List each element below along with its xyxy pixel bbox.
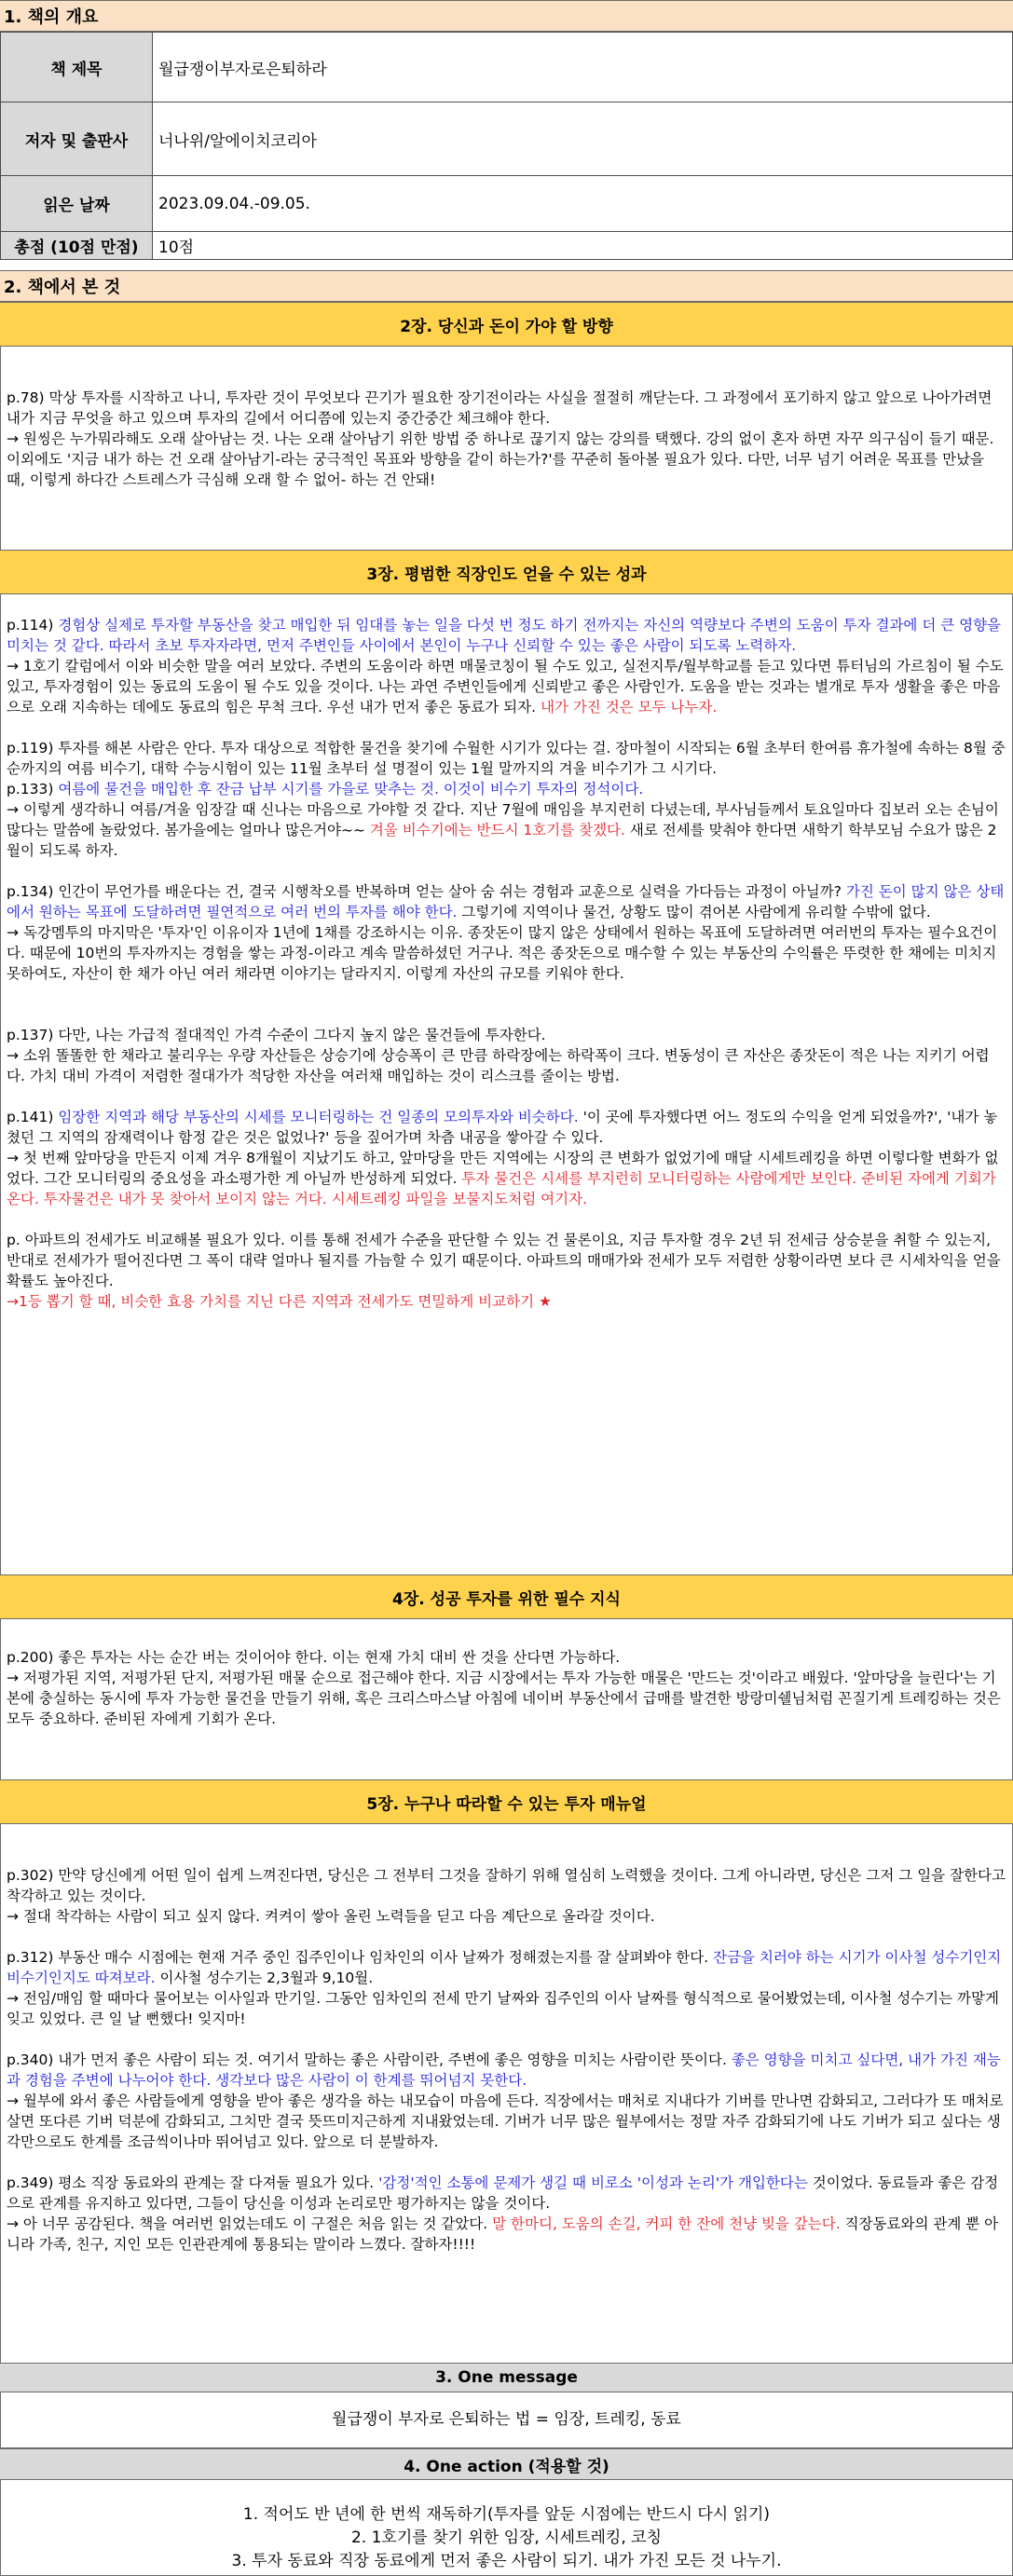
list-item: 2. 1호기를 찾기 위한 임장, 시세트레킹, 코칭 (350, 2528, 663, 2547)
table-row (1, 176, 1013, 232)
row-value: 2023.09.04.-09.05. (153, 176, 1013, 232)
reflection-p340: → 월부에 와서 좋은 사람들에게 영향을 받아 좋은 생각을 하는 내모습이 마음에 든다. 직장에서는 매처로 지내다가 기버를 만나면 감화되고, 그러다가 또 매처로 살면 또다른 기버 덕분에 감화되고, 그치만 결국 뜻뜨미지근하게 지내왔었는데. 기버가 너무 많은 월부에서는 정말 자주 감화되기에 나도 기버가 되고 싶다는 생각만으로도 한계를 조금씩이나마 뛰어넘고 있다. 앞으로 더 분발하자. (7, 2092, 1004, 2150)
section-header-overview (0, 0, 1013, 32)
list-item: 1. 적어도 반 년에 한 번씩 재독하기(투자를 앞둔 시점에는 반드시 다시 읽기) (242, 2505, 771, 2524)
reflection-text: → 저평가된 지역, 저평가된 단지, 저평가된 매물 순으로 접근해야 한다. 지금 시장에서는 투자 가능한 매물은 '만드는 것'이라고 배웠다. '앞마당을 늘린다'는 기본에 충실하는 동시에 투자 가능한 물건을 만들기 위해, 혹은 크리스마스날 아침에 네이버 부동산에서 급매를 발견한 방랑미쉘님처럼 꼰질기게 트레킹하는 것은 모두 중요하다. 준비된 자에게 기회가 온다. (7, 1670, 1001, 1727)
message-text: 월급쟁이 부자로 은퇴하는 법 = 임장, 트레킹, 동료 (332, 2410, 681, 2429)
table-row (1, 102, 1013, 176)
reflection-p141: → 첫 번째 앞마당을 만든지 이제 겨우 8개월이 지났기도 하고, 앞마당을 만든 지역에는 시장의 큰 변화가 없었기에 매달 시세트레킹을 하면 이렇다할 변화가 없었다. 그간 모니터링의 중요성을 과소평가한 게 아닐까 반성하게 되었다. 투자 물건은 시세를 부지런히 모니터링하는 사람에게만 보인다. 준비된 자에게 기회가 온다. 투자물건은 내가 못 찾아서 보이지 않는 거다. 시세트레킹 파일을 보물지도처럼 여기자. (7, 1150, 999, 1207)
note-p133: p.133) 여름에 물건을 매입한 후 잔금 납부 시기를 가을로 맞추는 것. 이것이 비수기 투자의 정석이다. (7, 781, 644, 797)
row-value: 10점 (153, 232, 1013, 260)
row-label: 저자 및 출판사 (1, 102, 153, 176)
chapter-title: 5장. 누구나 따라할 수 있는 투자 매뉴얼 (366, 1794, 647, 1814)
list-item: 3. 투자 동료와 직장 동료에게 먼저 좋은 사람이 되기. 내가 가진 모든 것 나누기. (231, 2552, 782, 2570)
note-p141: p.141) 임장한 지역과 해당 부동산의 시세를 모니터링하는 건 일종의 모의투자와 비슷하다. '이 곳에 투자했다면 어느 정도의 수익을 얻게 되었을까?', '내가 놓쳤던 그 지역의 잠재력이나 함정 같은 것은 없었나?' 등을 짚어가며 차츰 내공을 쌓아갈 수 있다. (7, 1109, 998, 1146)
section-header-action (0, 2448, 1013, 2480)
quote-text: p.78) 막상 투자를 시작하고 나니, 투자란 것이 무엇보다 끈기가 필요한 장기전이라는 사실을 절절히 깨닫는다. 그 과정에서 포기하지 않고 앞으로 나아가려면 내가 지금 무엇을 하고 있으며 투자의 길에서 어디쯤에 있는지 중간중간 체크해야 한다. (7, 389, 992, 427)
table-row (1, 33, 1013, 102)
chapter-title: 4장. 성공 투자를 위한 필수 지식 (392, 1589, 621, 1609)
chapter-header-4 (0, 1574, 1013, 1619)
reflection-p137: → 소위 똘똘한 한 채라고 불리우는 우량 자산들은 상승기에 상승폭이 큰 만큼 하락장에는 하락폭이 크다. 변동성이 큰 자산은 종잣돈이 적은 나는 지키기 어렵다. 가치 대비 가격이 저렴한 절대가가 적당한 자산을 여러채 매입하는 것이 리스크를 줄이는 방법. (7, 1047, 990, 1084)
reflection-p349: → 아 너무 공감된다. 책을 여러번 읽었는데도 이 구절은 처음 읽는 것 같았다. 말 한마디, 도움의 손길, 커피 한 잔에 천냥 빚을 갚는다. 직장동료와의 관계 뿐 아니라 가족, 친구, 지인 모든 인관관계에 통용되는 말이라 느꼈다. 잘하자!!!! (7, 2215, 999, 2253)
row-value: 너나위/알에이치코리아 (153, 102, 1013, 176)
chapter-body-3 (0, 594, 1013, 1574)
message-box (0, 2392, 1013, 2448)
section-header-message (0, 2363, 1013, 2392)
row-label: 총점 (10점 만점) (1, 232, 153, 260)
reflection-p133: → 이렇게 생각하니 여름/겨울 임장갈 때 신나는 마음으로 가야할 것 같다. 지난 7월에 매임을 부지런히 다녔는데, 부사님들께서 토요일마다 집보러 오는 손님이 많다는 말씀에 놀랐었다. 봄가을에는 얼마나 많은거야~~ 겨울 비수기에는 반드시 1호기를 찾겠다. 새로 전세를 맞춰야 한다면 새학기 학부모님 수요가 많은 2월이 되도록 하자. (7, 801, 999, 859)
note-p134: p.134) 인간이 무언가를 배운다는 건, 결국 시행착오를 반복하며 얻는 살아 숨 쉬는 경험과 교훈으로 실력을 가다듬는 과정이 아닐까? 가진 돈이 많지 않은 상태에서 원하는 목표에 도달하려면 필연적으로 여러 번의 투자를 해야 한다. 그렇기에 지역이나 물건, 상황도 많이 겪어본 사람에게 유리할 수밖에 없다. (7, 883, 1005, 920)
chapter-header-3 (0, 550, 1013, 594)
quote-text: p.200) 좋은 투자는 사는 순간 버는 것이어야 한다. 이는 현재 가치 대비 싼 것을 산다면 가능하다. (7, 1649, 621, 1666)
section-header-seen (0, 270, 1013, 302)
row-label: 책 제목 (1, 33, 153, 102)
chapter-title: 2장. 당신과 돈이 가야 할 방향 (400, 317, 613, 336)
section-title: 1. 책의 개요 (4, 7, 99, 27)
overview-table (0, 32, 1013, 260)
section-title: 4. One action (적용할 것) (404, 2457, 609, 2476)
reflection-text: → 원씽은 누가뭐라해도 오래 살아남는 것. 나는 오래 살아남기 위한 방법 중 하나로 끊기지 않는 강의를 택했다. 강의 없이 혼자 하면 자꾸 의구심이 들기 때문. 이외에도 '지금 내가 하는 건 오래 살아남기-라는 궁극적인 목표와 방향을 같이 하는가?'를 꾸준히 돌아볼 필요가 있다. 다만, 너무 넘기 어려운 목표를 만났을 때, 이렇게 하다간 스트레스가 극심해 오래 할 수 없어- 하는 건 안돼! (7, 430, 994, 488)
note-p302: p.302) 만약 당신에게 어떤 일이 쉽게 느껴진다면, 당신은 그 전부터 그것을 잘하기 위해 열심히 노력했을 것이다. 그게 아니라면, 당신은 그저 그 일을 잘한다고 착각하고 있는 것이다. (7, 1867, 1006, 1904)
chapter-header-2 (0, 302, 1013, 347)
chapter-body-2 (0, 347, 1013, 550)
table-row (1, 232, 1013, 260)
action-list (0, 2480, 1013, 2576)
chapter-body-5 (0, 1824, 1013, 2363)
chapter-body-4 (0, 1619, 1013, 1779)
reflection-jeonse: →1등 뽑기 할 때, 비슷한 효용 가치를 지닌 다른 지역과 전세가도 면밀하게 비교하기 ★ (7, 1293, 552, 1310)
note-jeonse: p. 아파트의 전세가도 비교해볼 필요가 있다. 이를 통해 전세가 수준을 판단할 수 있는 건 물론이요, 지금 투자할 경우 2년 뒤 전세금 상승분을 취할 수 있는지, 반대로 전세가가 떨어진다면 그 폭이 대략 얼마나 될지를 가늠할 수 있기 때문이다. 아파트의 매매가와 전세가 모두 저렴한 상황이라면 보다 큰 시세차익을 얻을 확률도 높아진다. (7, 1232, 1001, 1289)
chapter-header-5 (0, 1779, 1013, 1824)
note-p340: p.340) 내가 먼저 좋은 사람이 되는 것. 여기서 말하는 좋은 사람이란, 주변에 좋은 영향을 미치는 사람이란 뜻이다. 좋은 영향을 미치고 싶다면, 내가 가진 재능과 경험을 주변에 나누어야 한다. 생각보다 많은 사람이 이 한계를 뛰어넘지 못한다. (7, 2051, 1001, 2089)
row-value: 월급쟁이부자로은퇴하라 (153, 33, 1013, 102)
note-p119: p.119) 투자를 해본 사람은 안다. 투자 대상으로 적합한 물건을 찾기에 수월한 시기가 있다는 걸. 장마철이 시작되는 6월 초부터 한여름 휴가철에 속하는 8월 중순까지의 여름 비수기, 대학 수능시험이 있는 11월 초부터 설 명절이 있는 1월 말까지의 겨울 비수기가 그 시기다. (7, 740, 1006, 777)
reflection-p134: → 독강멤투의 마지막은 '투자'인 이유이자 1년에 1채를 강조하시는 이유. 종잣돈이 많지 않은 상태에서 원하는 목표에 도달하려면 여러번의 투자는 필수요건이다. 때문에 10번의 투자까지는 경험을 쌓는 과정-이라고 계속 말씀하셨던 거구나. 적은 종잣돈으로 매수할 수 있는 부동산의 수익률은 뚜렷한 한 채에는 미치지 못하여도, 자산이 한 채가 아닌 여러 채라면 이야기는 달라지지. 이렇게 자산의 규모를 키워야 한다. (7, 924, 998, 982)
reflection-p312: → 전임/매임 할 때마다 물어보는 이사일과 만기일. 그동안 임차인의 전세 만기 날짜와 집주인의 이사 날짜를 형식적으로 물어봤었는데, 이사철 성수기는 까맣게 잊고 있었다. 큰 일 날 뻔했다! 잊지마! (7, 1990, 999, 2027)
note-p137: p.137) 다만, 나는 가급적 절대적인 가격 수준이 그다지 높지 않은 물건들에 투자한다. (7, 1027, 546, 1043)
chapter-title: 3장. 평범한 직장인도 얻을 수 있는 성과 (366, 565, 647, 584)
note-p114: p.114) 경험상 실제로 투자할 부동산을 찾고 매입한 뒤 임대를 놓는 일을 다섯 번 정도 하기 전까지는 자신의 역량보다 주변의 도움이 투자 결과에 더 큰 영향을 미치는 것 같다. 따라서 초보 투자자라면, 먼저 주변인들 사이에서 본인이 누구나 신뢰할 수 있는 좋은 사람이 되도록 노력하자. (7, 617, 1002, 654)
section-title: 3. One message (435, 2368, 578, 2387)
note-p312: p.312) 부동산 매수 시점에는 현재 거주 중인 집주인이나 임차인의 이사 날짜가 정해졌는지를 잘 살펴봐야 한다. 잔금을 치러야 하는 시기가 이사철 성수기인지 비수기인지도 따져보라. 이사철 성수기는 2,3월과 9,10월. (7, 1949, 1002, 1986)
reflection-p302: → 절대 착각하는 사람이 되고 싶지 않다. 켜켜이 쌓아 올린 노력들을 딛고 다음 계단으로 올라갈 것이다. (7, 1908, 655, 1925)
note-p349: p.349) 평소 직장 동료와의 관계는 잘 다져둘 필요가 있다. '감정'적인 소통에 문제가 생길 때 비로소 '이성과 논리'가 개입한다는 것이었다. 동료들과 좋은 감정으로 관계를 유지하고 있다면, 그들이 당신을 이성과 논리로만 평가하지는 않을 것이다. (7, 2174, 999, 2212)
row-label: 읽은 날짜 (1, 176, 153, 232)
reflection-p114: → 1호기 칼럼에서 이와 비슷한 말을 여러 보았다. 주변의 도움이라 하면 매물코칭이 될 수도 있고, 실전지투/월부학교를 듣고 있다면 튜터님의 가르침이 될 수도 있고, 투자경험이 있는 동료의 도움이 될 수도 있을 것이다. 나는 과연 주변인들에게 신뢰받고 좋은 사람인가. 도움을 받는 것과는 별개로 투자 생활을 좋은 마음으로 오래 지속하는 데에도 동료의 힘은 무척 크다. 우선 내가 먼저 좋은 동료가 되자. 내가 가진 것은 모두 나누자. (7, 658, 1004, 716)
section-title: 2. 책에서 본 것 (4, 278, 121, 297)
